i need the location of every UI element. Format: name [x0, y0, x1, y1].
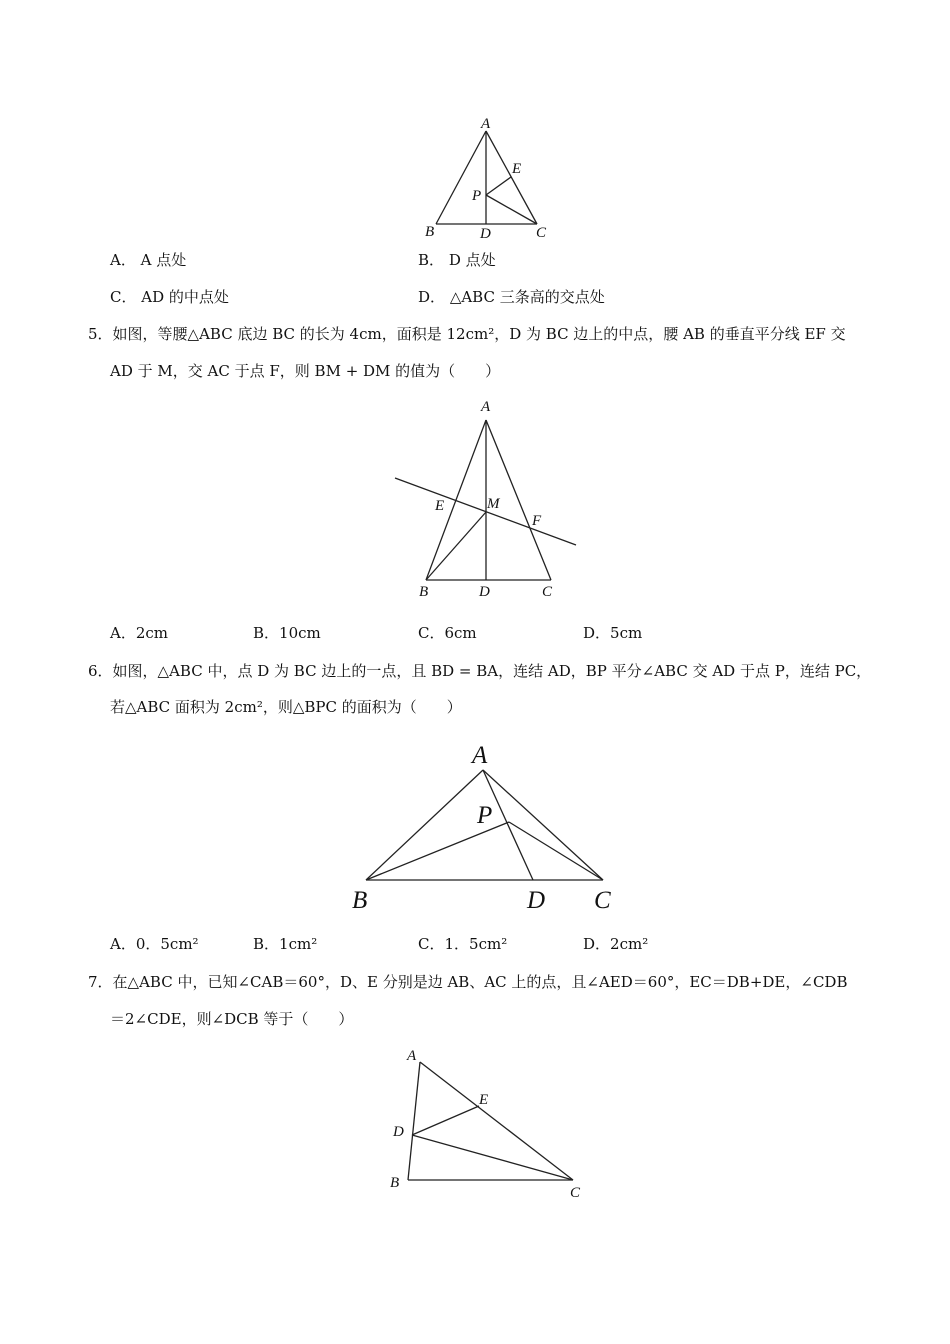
q5-stem-line1: 5．如图，等腰△ABC 底边 BC 的长为 4cm，面积是 12cm²，D 为 BC 边上的中点，腰 AB 的垂直平分线 EF 交 [88, 325, 846, 343]
option-text: 2cm² [610, 935, 649, 953]
fig5-label-A: A [481, 399, 491, 415]
q5-stem-line2: AD 于 M，交 AC 于点 F，则 BM + DM 的值为（ ） [110, 362, 501, 380]
option-key: C． [418, 624, 445, 642]
fig4-label-D: D [480, 226, 491, 242]
option-key: D． [418, 288, 446, 306]
fig6-label-D: D [527, 887, 546, 914]
option-text: 0．5cm² [135, 935, 199, 953]
option-key: B． [418, 251, 445, 269]
option-key: D． [583, 624, 611, 642]
q7-stem-line2: ＝2∠CDE，则∠DCB 等于（ ） [110, 1010, 354, 1028]
fig4-label-B: B [425, 224, 435, 240]
fig7-label-B: B [390, 1175, 400, 1191]
option-text: A 点处 [140, 251, 187, 269]
option-text: 10cm [279, 624, 321, 642]
fig4-label-A: A [481, 116, 491, 132]
option-text: 5cm [610, 624, 643, 642]
option-text: △ABC 三条高的交点处 [449, 288, 605, 306]
fig7-label-A: A [407, 1048, 417, 1064]
q6-stem-line1: 6．如图，△ABC 中，点 D 为 BC 边上的一点，且 BD = BA，连结 AD，BP 平分∠ABC 交 AD 于点 P，连结 PC， [88, 662, 872, 680]
option-text: 2cm [135, 624, 169, 642]
fig6-label-P: P [477, 802, 493, 829]
q7-stem-line1: 7．在△ABC 中，已知∠CAB＝60°，D、E 分别是边 AB、AC 上的点，且∠AED＝60°，EC＝DB+DE，∠CDB [88, 973, 848, 991]
fig5-label-B: B [419, 584, 429, 600]
option-key: A． [110, 935, 136, 953]
option-key: C． [418, 935, 445, 953]
fig4-label-P: P [472, 188, 482, 204]
option-text: AD 的中点处 [141, 288, 229, 306]
option-key: D． [583, 935, 611, 953]
fig5-label-M: M [487, 496, 500, 512]
fig4-label-E: E [512, 161, 522, 177]
fig5-label-E: E [435, 498, 445, 514]
fig4-label-C: C [536, 225, 547, 241]
fig5-label-F: F [532, 513, 542, 529]
option-key: C． [110, 288, 137, 306]
option-key: B． [253, 624, 280, 642]
fig5-label-C: C [542, 584, 553, 600]
q6-stem-line2: 若△ABC 面积为 2cm²，则△BPC 的面积为（ ） [110, 698, 462, 716]
fig6-label-B: B [352, 887, 368, 914]
option-key: A． [110, 251, 136, 269]
fig7-label-E: E [479, 1092, 489, 1108]
fig7-label-C: C [570, 1185, 581, 1201]
fig7-label-D: D [393, 1124, 404, 1140]
fig6-label-A: A [472, 742, 488, 769]
option-text: 1cm² [279, 935, 318, 953]
option-text: 6cm [444, 624, 477, 642]
option-key: A． [110, 624, 136, 642]
option-key: B． [253, 935, 280, 953]
fig6-label-C: C [594, 887, 611, 914]
fig5-label-D: D [479, 584, 490, 600]
figure-q7-lines [408, 1062, 573, 1180]
option-text: 1．5cm² [444, 935, 508, 953]
option-text: D 点处 [448, 251, 496, 269]
